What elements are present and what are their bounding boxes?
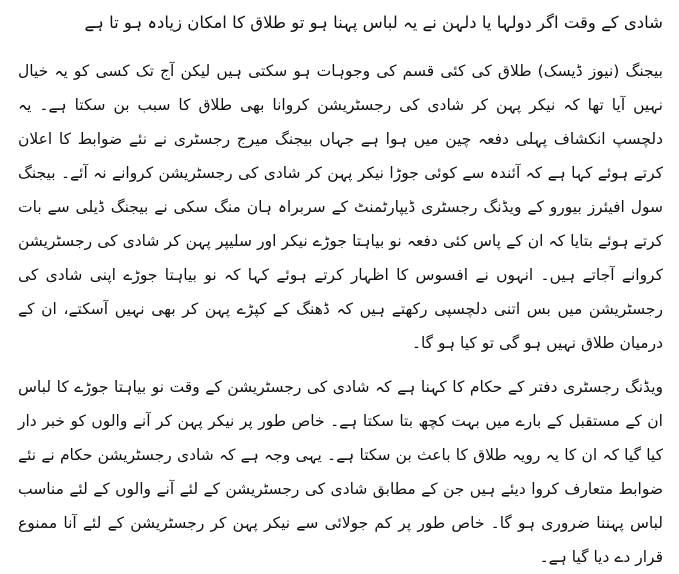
article-paragraph-2: ویڈنگ رجسٹری دفتر کے حکام کا کہنا ہے کہ شادی کی رجسٹریشن کے وقت نو بیاہتا جوڑے کا لباس ان کے مستقبل کے بارے میں بہت کچھ بتا سکتا ہے۔ خاص طور پر نیکر پہن کر آنے والوں کو خبر دار کیا گیا کہ ان کا یہ رویہ طلاق کا باعث بن سکتا ہے۔ یہی وجہ ہے کہ شادی رجسٹریشن حکام نے نئے ضوابط متعارف کروا دیئے ہیں جن کے مطابق شادی کی رجسٹریشن کے لئے آنے والوں کے لئے مناسب لباس پہننا ضروری ہو گا۔ خاص طور پر کم جولائی سے نیکر پہن کر رجسٹریشن کے لئے آنا ممنوع قرار دے دیا گیا ہے۔ <box>18 378 663 566</box>
article-headline: شادی کے وقت اگر دولہا یا دلہن نے یہ لباس پہنا ہو تو طلاق کا امکان زیادہ ہو تا ہے <box>84 13 663 32</box>
article-paragraph-1: بیجنگ (نیوز ڈیسک) طلاق کی کئی قسم کی وجوہات ہو سکتی ہیں لیکن آج تک کسی کو یہ خیال نہیں آیا تھا کہ نیکر پہن کر شادی کی رجسٹریشن کروانا بھی طلاق کا سبب بن سکتا ہے۔ یہ دلچسپ انکشاف پہلی دفعہ چین میں ہوا ہے جہاں بیجنگ میرج رجسٹری نے نئے ضوابط کا اعلان کرتے ہوئے کہا ہے کہ آئندہ سے کوئی جوڑا نیکر پہن کر شادی کی رجسٹریشن کروانے نہ آئے۔ بیجنگ سول افیئرز بیورو کے ویڈنگ رجسٹری ڈیپارٹمنٹ کے سربراہ ہان منگ سکی نے بیجنگ ڈیلی سے بات کرتے ہوئے بتایا کہ ان کے پاس کئی دفعہ نو بیاہتا جوڑے نیکر اور سلیپر پہن کر شادی کی رجسٹریشن کروانے آجاتے ہیں۔ انہوں نے افسوس کا اظہار کرتے ہوئے کہا کہ نو بیاہتا جوڑے اپنی شادی کی رجسٹریشن میں بس اتنی دلچسپی رکھتے ہیں کہ ڈھنگ کے کپڑے پہن کر بھی نہیں آسکتے، ان کے درمیان طلاق نہیں ہو گی تو کیا ہو گا۔ <box>18 62 663 352</box>
